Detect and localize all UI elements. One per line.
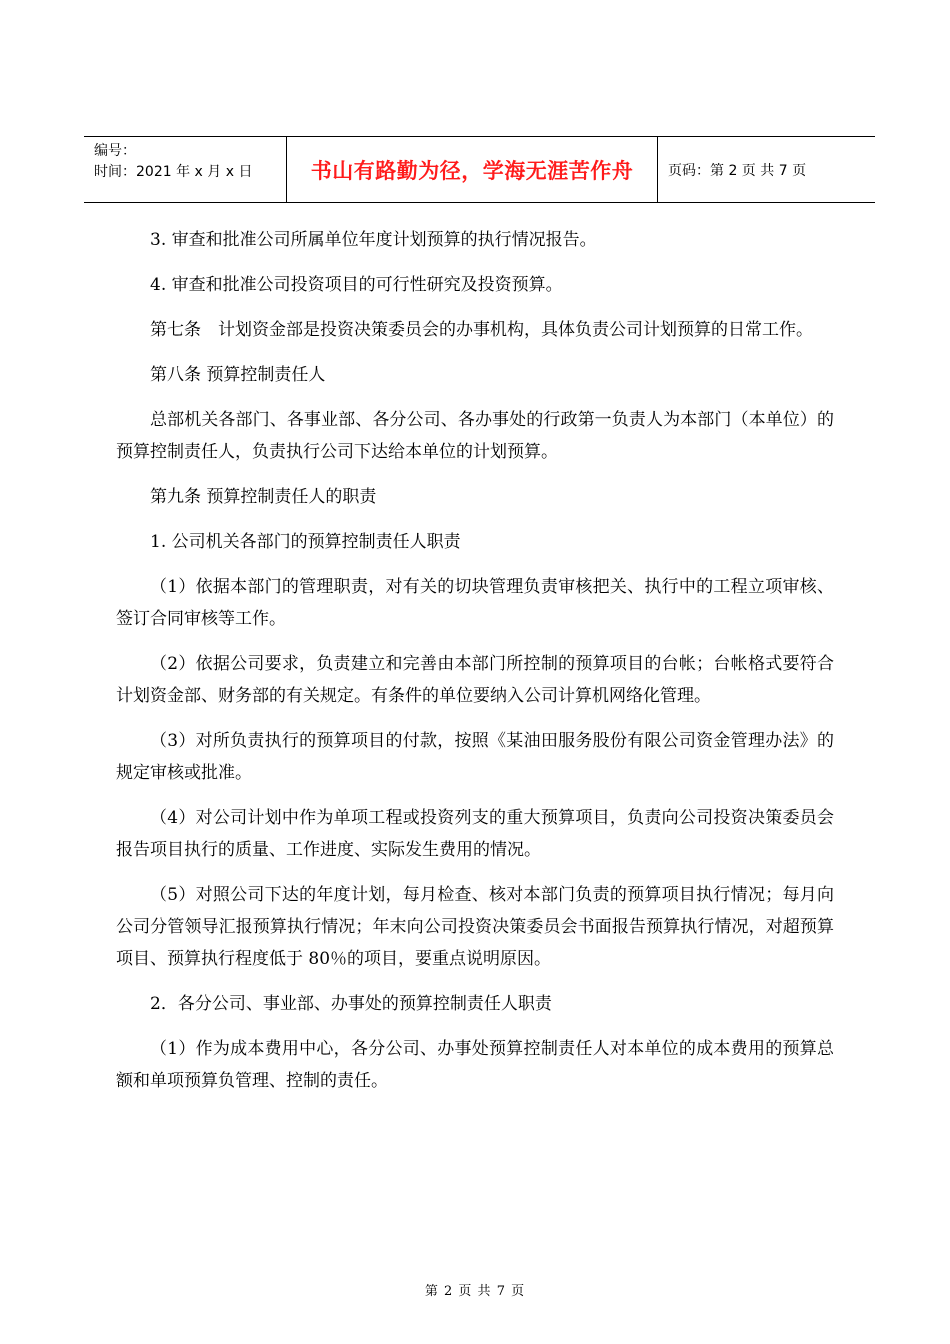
paragraph: （1）作为成本费用中心，各分公司、办事处预算控制责任人对本单位的成本费用的预算总额和单项预算负管理、控制的责任。 bbox=[116, 1039, 834, 1091]
header-meta bbox=[84, 137, 286, 202]
page-header bbox=[84, 136, 875, 203]
page-footer: 第 2 页 共 7 页 bbox=[424, 1284, 526, 1299]
paragraph: （3）对所负责执行的预算项目的付款，按照《某油田服务股份有限公司资金管理办法》的规定审核或批准。 bbox=[116, 731, 834, 783]
paragraph: （5）对照公司下达的年度计划，每月检查、核对本部门负责的预算项目执行情况；每月向公司分管领导汇报预算执行情况；年末向公司投资决策委员会书面报告预算执行情况，对超预算项目、预算执行程度低于 80％的项目，要重点说明原因。 bbox=[116, 885, 834, 969]
paragraph: 2．各分公司、事业部、办事处的预算控制责任人职责 bbox=[150, 994, 552, 1014]
paragraph: 1. 公司机关各部门的预算控制责任人职责 bbox=[150, 532, 461, 552]
paragraph: （4）对公司计划中作为单项工程或投资列支的重大预算项目，负责向公司投资决策委员会报告项目执行的质量、工作进度、实际发生费用的情况。 bbox=[116, 808, 834, 860]
paragraph: 总部机关各部门、各事业部、各分公司、各办事处的行政第一负责人为本部门（本单位）的预算控制责任人，负责执行公司下达给本单位的计划预算。 bbox=[116, 410, 834, 462]
paragraph: （1）依据本部门的管理职责，对有关的切块管理负责审核把关、执行中的工程立项审核、签订合同审核等工作。 bbox=[116, 577, 834, 629]
document-number-label: 编号： bbox=[94, 143, 136, 159]
paragraph: 第八条 预算控制责任人 bbox=[150, 365, 326, 385]
paragraph: 3. 审查和批准公司所属单位年度计划预算的执行情况报告。 bbox=[150, 230, 597, 250]
paragraph: 第九条 预算控制责任人的职责 bbox=[150, 487, 377, 507]
paragraph: 4. 审查和批准公司投资项目的可行性研究及投资预算。 bbox=[150, 275, 563, 295]
document-body bbox=[116, 224, 834, 1110]
document-time-label: 时间：2021 年 x 月 x 日 bbox=[94, 164, 253, 180]
header-motto: 书山有路勤为径，学海无涯苦作舟 bbox=[286, 137, 658, 202]
header-page-number: 页码：第 2 页 共 7 页 bbox=[668, 162, 807, 179]
paragraph: 第七条 计划资金部是投资决策委员会的办事机构，具体负责公司计划预算的日常工作。 bbox=[150, 320, 813, 340]
paragraph: （2）依据公司要求，负责建立和完善由本部门所控制的预算项目的台帐；台帐格式要符合计划资金部、财务部的有关规定。有条件的单位要纳入公司计算机网络化管理。 bbox=[116, 654, 834, 706]
